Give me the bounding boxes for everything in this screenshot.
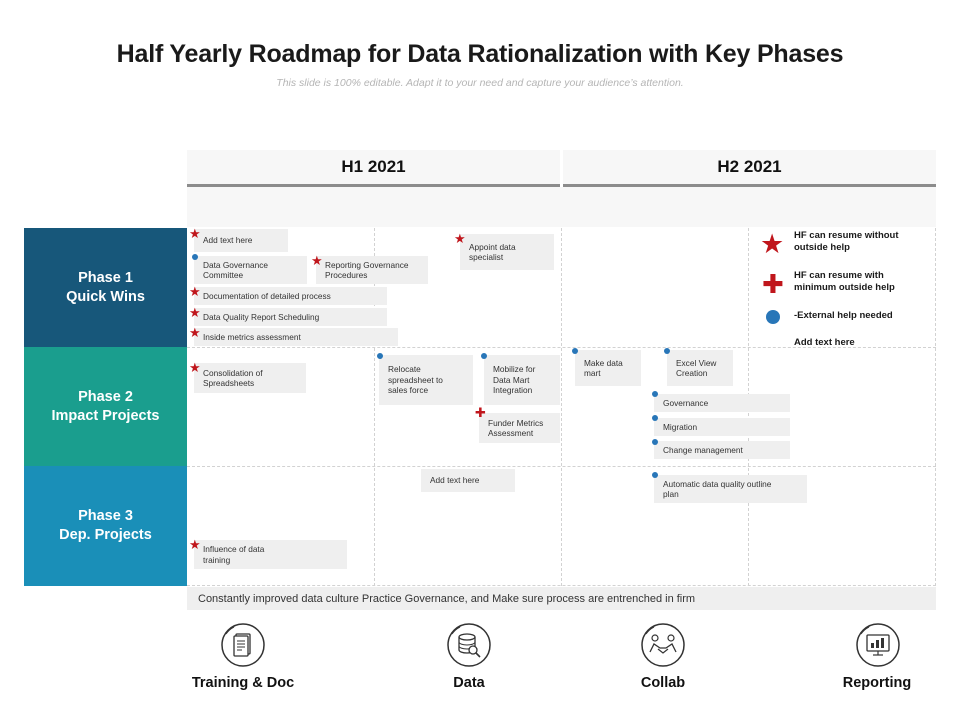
dot-icon: [377, 353, 383, 359]
legend-star-icon: ★: [760, 229, 785, 259]
star-icon: ★: [189, 226, 201, 241]
task-card-label: Inside metrics assessment: [203, 331, 301, 342]
page-subtitle: This slide is 100% editable. Adapt it to your need and capture your audience’s attention.: [276, 77, 684, 89]
page-title: Half Yearly Roadmap for Data Rationalization with Key Phases: [116, 40, 844, 68]
plus-icon: ✚: [475, 405, 486, 420]
phase-3-block: [24, 466, 187, 586]
phase-3-subtitle: Dep. Projects: [59, 527, 152, 543]
task-card: [194, 287, 387, 305]
task-card-label: Data Quality Report Scheduling: [203, 311, 320, 322]
phase-1-block: [24, 228, 187, 347]
header-h2: [563, 150, 936, 184]
legend-text: -External help needed: [794, 310, 893, 321]
grid-vline: [561, 228, 562, 586]
phase-2-block: [24, 347, 187, 466]
task-card: [194, 308, 387, 326]
dot-icon: [664, 348, 670, 354]
task-card-label: Governance: [663, 397, 709, 408]
dot-icon: [652, 391, 658, 397]
dot-icon: [481, 353, 487, 359]
footer-statement-text: Constantly improved data culture Practice Governance, and Make sure process are entrenched in firm: [198, 592, 696, 605]
task-card-label: Data Governance Committee: [203, 259, 269, 280]
handshake-icon: [640, 622, 686, 668]
task-card: [316, 256, 428, 284]
phase-2-subtitle: Impact Projects: [51, 407, 160, 424]
document-icon: [220, 622, 266, 668]
task-card-label: Funder Metrics Assessment: [488, 417, 544, 438]
task-card-label: Automatic data quality outline plan: [663, 478, 772, 499]
task-card: [194, 328, 398, 346]
task-card-label: Change management: [663, 444, 743, 455]
dot-icon: [192, 254, 198, 260]
star-icon: ★: [454, 231, 466, 246]
task-card: [575, 350, 641, 386]
task-card: [654, 394, 790, 412]
dot-icon: [652, 472, 658, 478]
dot-icon: [572, 348, 578, 354]
dot-icon: [652, 415, 658, 421]
database-search-icon: [446, 622, 492, 668]
legend-text: HF can resume with minimum outside help: [794, 270, 895, 293]
task-card-label: Mobilize for Data Mart Integration: [493, 364, 536, 396]
header-h1: [187, 150, 560, 184]
header-spacer-band: [187, 187, 936, 227]
icon-label-data: Data: [453, 675, 485, 691]
star-icon: ★: [189, 305, 201, 320]
task-card: [194, 229, 288, 252]
task-card-label: Excel View Creation: [676, 357, 717, 378]
task-card: [479, 413, 560, 443]
task-card: [194, 256, 307, 284]
grid-vline: [935, 228, 936, 586]
task-card: [460, 234, 554, 270]
task-card: [484, 355, 560, 405]
legend-text: Add text here: [794, 337, 855, 348]
report-chart-icon: [855, 622, 901, 668]
star-icon: ★: [311, 253, 323, 268]
task-card-label: Documentation of detailed process: [203, 290, 331, 301]
task-card-label: Make data mart: [584, 357, 623, 378]
task-card-label: Influence of data training: [203, 544, 265, 565]
star-icon: ★: [189, 325, 201, 340]
legend-plus-icon: ✚: [762, 269, 784, 299]
icon-label-training: Training & Doc: [191, 675, 295, 691]
grid-hline: [187, 466, 936, 467]
task-card: [654, 418, 790, 436]
task-card: [654, 441, 790, 459]
star-icon: ★: [189, 537, 201, 552]
task-card-label: Appoint data specialist: [469, 241, 516, 262]
legend-dot-icon: [766, 310, 780, 324]
task-card: [194, 540, 347, 569]
task-card-label: Reporting Governance Procedures: [325, 259, 409, 280]
task-card-label: Migration: [663, 421, 698, 432]
grid-hline: [187, 585, 936, 586]
task-card: [194, 363, 306, 393]
phase-3-title: Phase 3: [78, 508, 133, 524]
task-card-label: Add text here: [430, 475, 480, 486]
task-card-label: Consolidation of Spreadsheets: [203, 367, 263, 388]
phase-1-title: Phase 1: [78, 269, 133, 286]
task-card: [654, 475, 807, 503]
header-h2-label: H2 2021: [717, 157, 782, 176]
task-card: [667, 350, 733, 386]
star-icon: ★: [189, 360, 201, 375]
legend-text: HF can resume without outside help: [794, 230, 899, 253]
task-card-label: Relocate spreadsheet to sales force: [388, 364, 443, 396]
task-card: [379, 355, 473, 405]
icon-label-collab: Collab: [640, 675, 686, 691]
task-card-label: Add text here: [203, 235, 253, 246]
phase-1-subtitle: Quick Wins: [66, 288, 145, 305]
dot-icon: [652, 439, 658, 445]
footer-statement: [187, 587, 936, 610]
icon-label-reporting: Reporting: [842, 675, 912, 691]
task-card: [421, 469, 515, 492]
header-h1-label: H1 2021: [341, 157, 406, 176]
phase-2-title: Phase 2: [78, 388, 133, 405]
star-icon: ★: [189, 284, 201, 299]
